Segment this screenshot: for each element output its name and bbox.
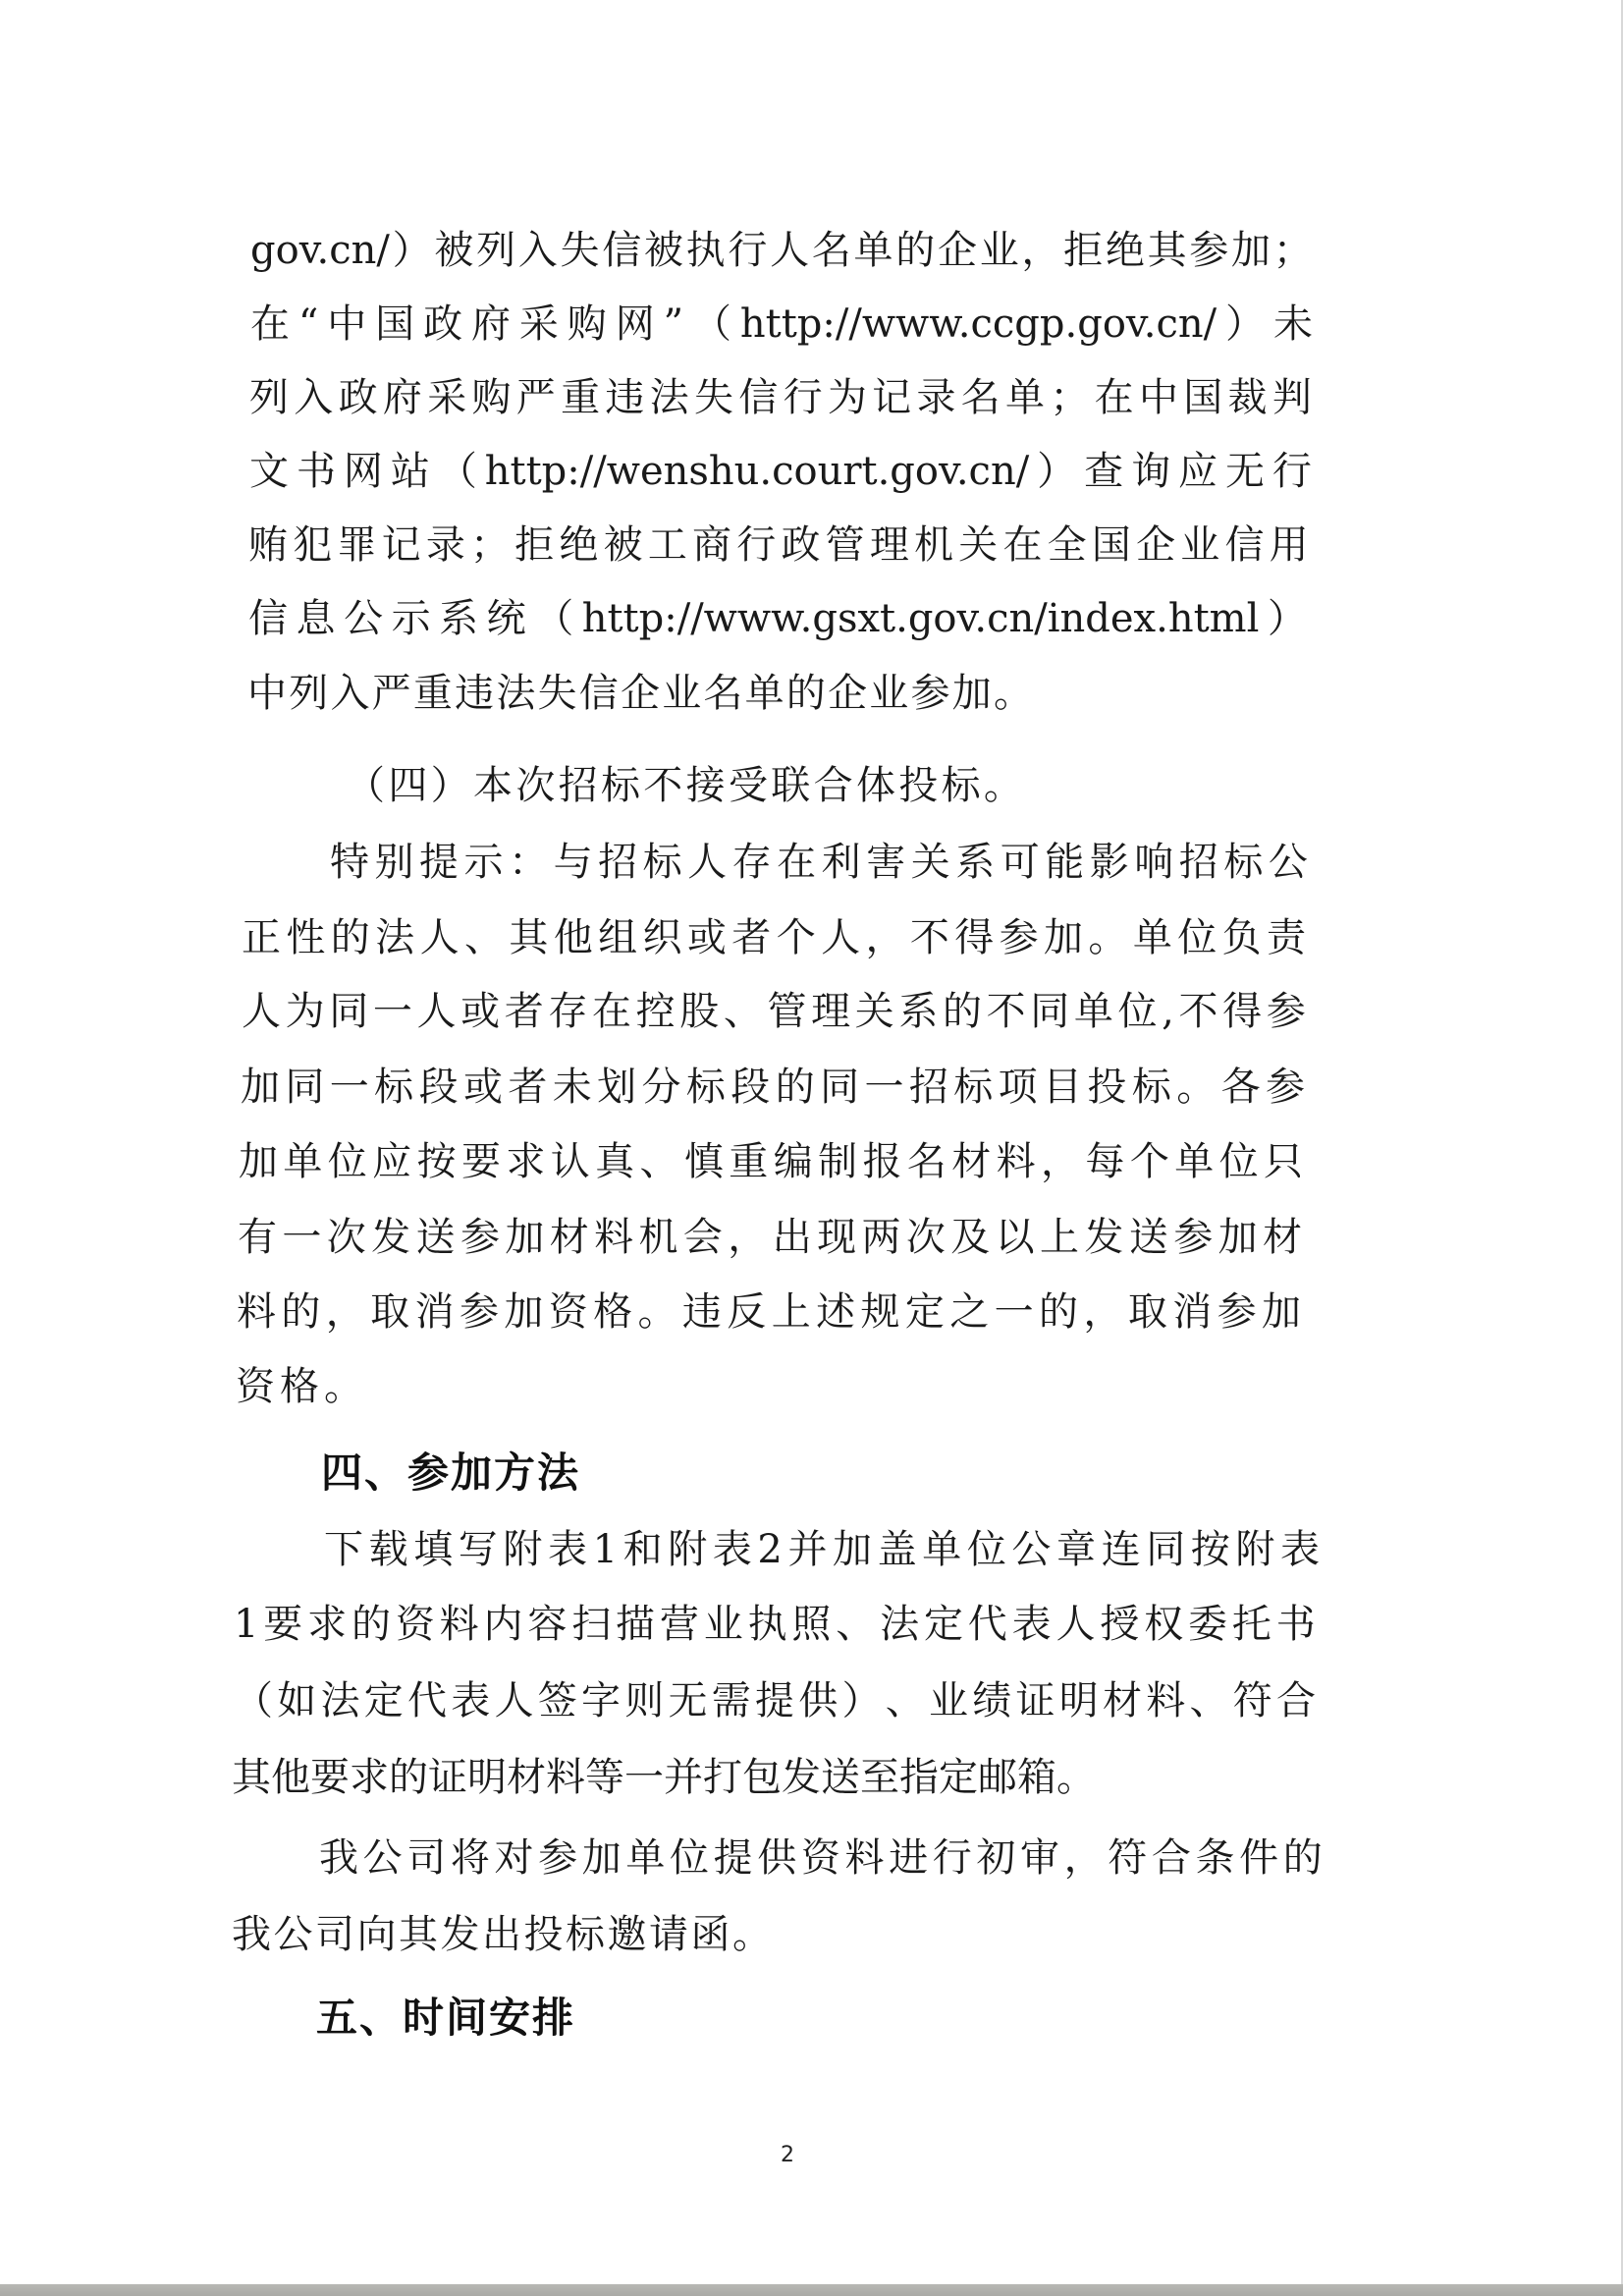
text-line-subitem-4: （ 四 ） 本 次 招 标 不 接 受 联 合 体 投 标 。 [346,763,1023,808]
text-line: （ 如 法 定 代 表 人 签 字 则 无 需 提 供 ） 、 业 绩 证 明 材 料 、 符 合 [234,1678,1316,1723]
text-line: 我 公 司 将 对 参 加 单 位 提 供 资 料 进 行 初 审 ， 符 合 条 件 的 [319,1835,1323,1881]
text-line: 人 为 同 一 人 或 者 存 在 控 股 、 管 理 关 系 的 不 同 单 位 , 不 得 参 [242,989,1306,1034]
text-line: 我 公 司 向 其 发 出 投 标 邀 请 函 。 [232,1912,772,1957]
text-line: 下 载 填 写 附 表 1 和 附 表 2 并 加 盖 单 位 公 章 连 同 按 附 表 [324,1527,1320,1572]
text-line-special-notice: 特 别 提 示 ： 与 招 标 人 存 在 利 害 关 系 可 能 影 响 招 标 公 [330,840,1308,885]
scan-bottom-edge [0,2284,1623,2296]
text-line: 加 同 一 标 段 或 者 未 划 分 标 段 的 同 一 招 标 项 目 投 标 。 各 参 [241,1065,1305,1110]
text-line: 1 要 求 的 资 料 内 容 扫 描 营 业 执 照 、 法 定 代 表 人 授 权 委 托 书 [234,1602,1316,1647]
text-line: 其 他 要 求 的 证 明 材 料 等 一 并 打 包 发 送 至 指 定 邮 箱 。 [232,1755,1096,1800]
text-line: 加 单 位 应 按 要 求 认 真 、 慎 重 编 制 报 名 材 料 ， 每 个 单 位 只 [239,1139,1303,1184]
text-line: 列 入 政 府 采 购 严 重 违 法 失 信 行 为 记 录 名 单 ； 在 中 国 裁 判 [249,375,1312,420]
text-line: 在 “ 中 国 政 府 采 购 网 ” （ http://www.ccgp.gov.cn/ ） 未 [250,301,1313,347]
text-line: 资 格 。 [236,1364,363,1409]
text-line: 有 一 次 发 送 参 加 材 料 机 会 ， 出 现 两 次 及 以 上 发 送 参 加 材 [238,1215,1302,1260]
section-heading-participation-method: 四、参加方法 [321,1449,581,1497]
section-heading-schedule: 五、时间安排 [316,1994,576,2042]
page-number: 2 [781,2143,794,2167]
text-line: gov.cn/ ） 被 列 入 失 信 被 执 行 人 名 单 的 企 业 ， 拒 绝 其 参 加 ； [250,228,1313,273]
text-line: 信 息 公 示 系 统 （ http://www.gsxt.gov.cn/index.html ） [248,596,1307,641]
text-line: 中 列 入 严 重 违 法 失 信 企 业 名 单 的 企 业 参 加 。 [247,671,1033,716]
text-line: 料 的 ， 取 消 参 加 资 格 。 违 反 上 述 规 定 之 一 的 ， 取 消 参 加 [237,1289,1301,1335]
text-line: 贿 犯 罪 记 录 ； 拒 绝 被 工 商 行 政 管 理 机 关 在 全 国 企 业 信 用 [248,522,1309,568]
text-line: 文 书 网 站 （ http://wenshu.court.gov.cn/ ） 查 询 应 无 行 [249,449,1312,494]
text-line: 正 性 的 法 人 、 其 他 组 织 或 者 个 人 ， 不 得 参 加 。 单 位 负 责 [242,915,1306,960]
